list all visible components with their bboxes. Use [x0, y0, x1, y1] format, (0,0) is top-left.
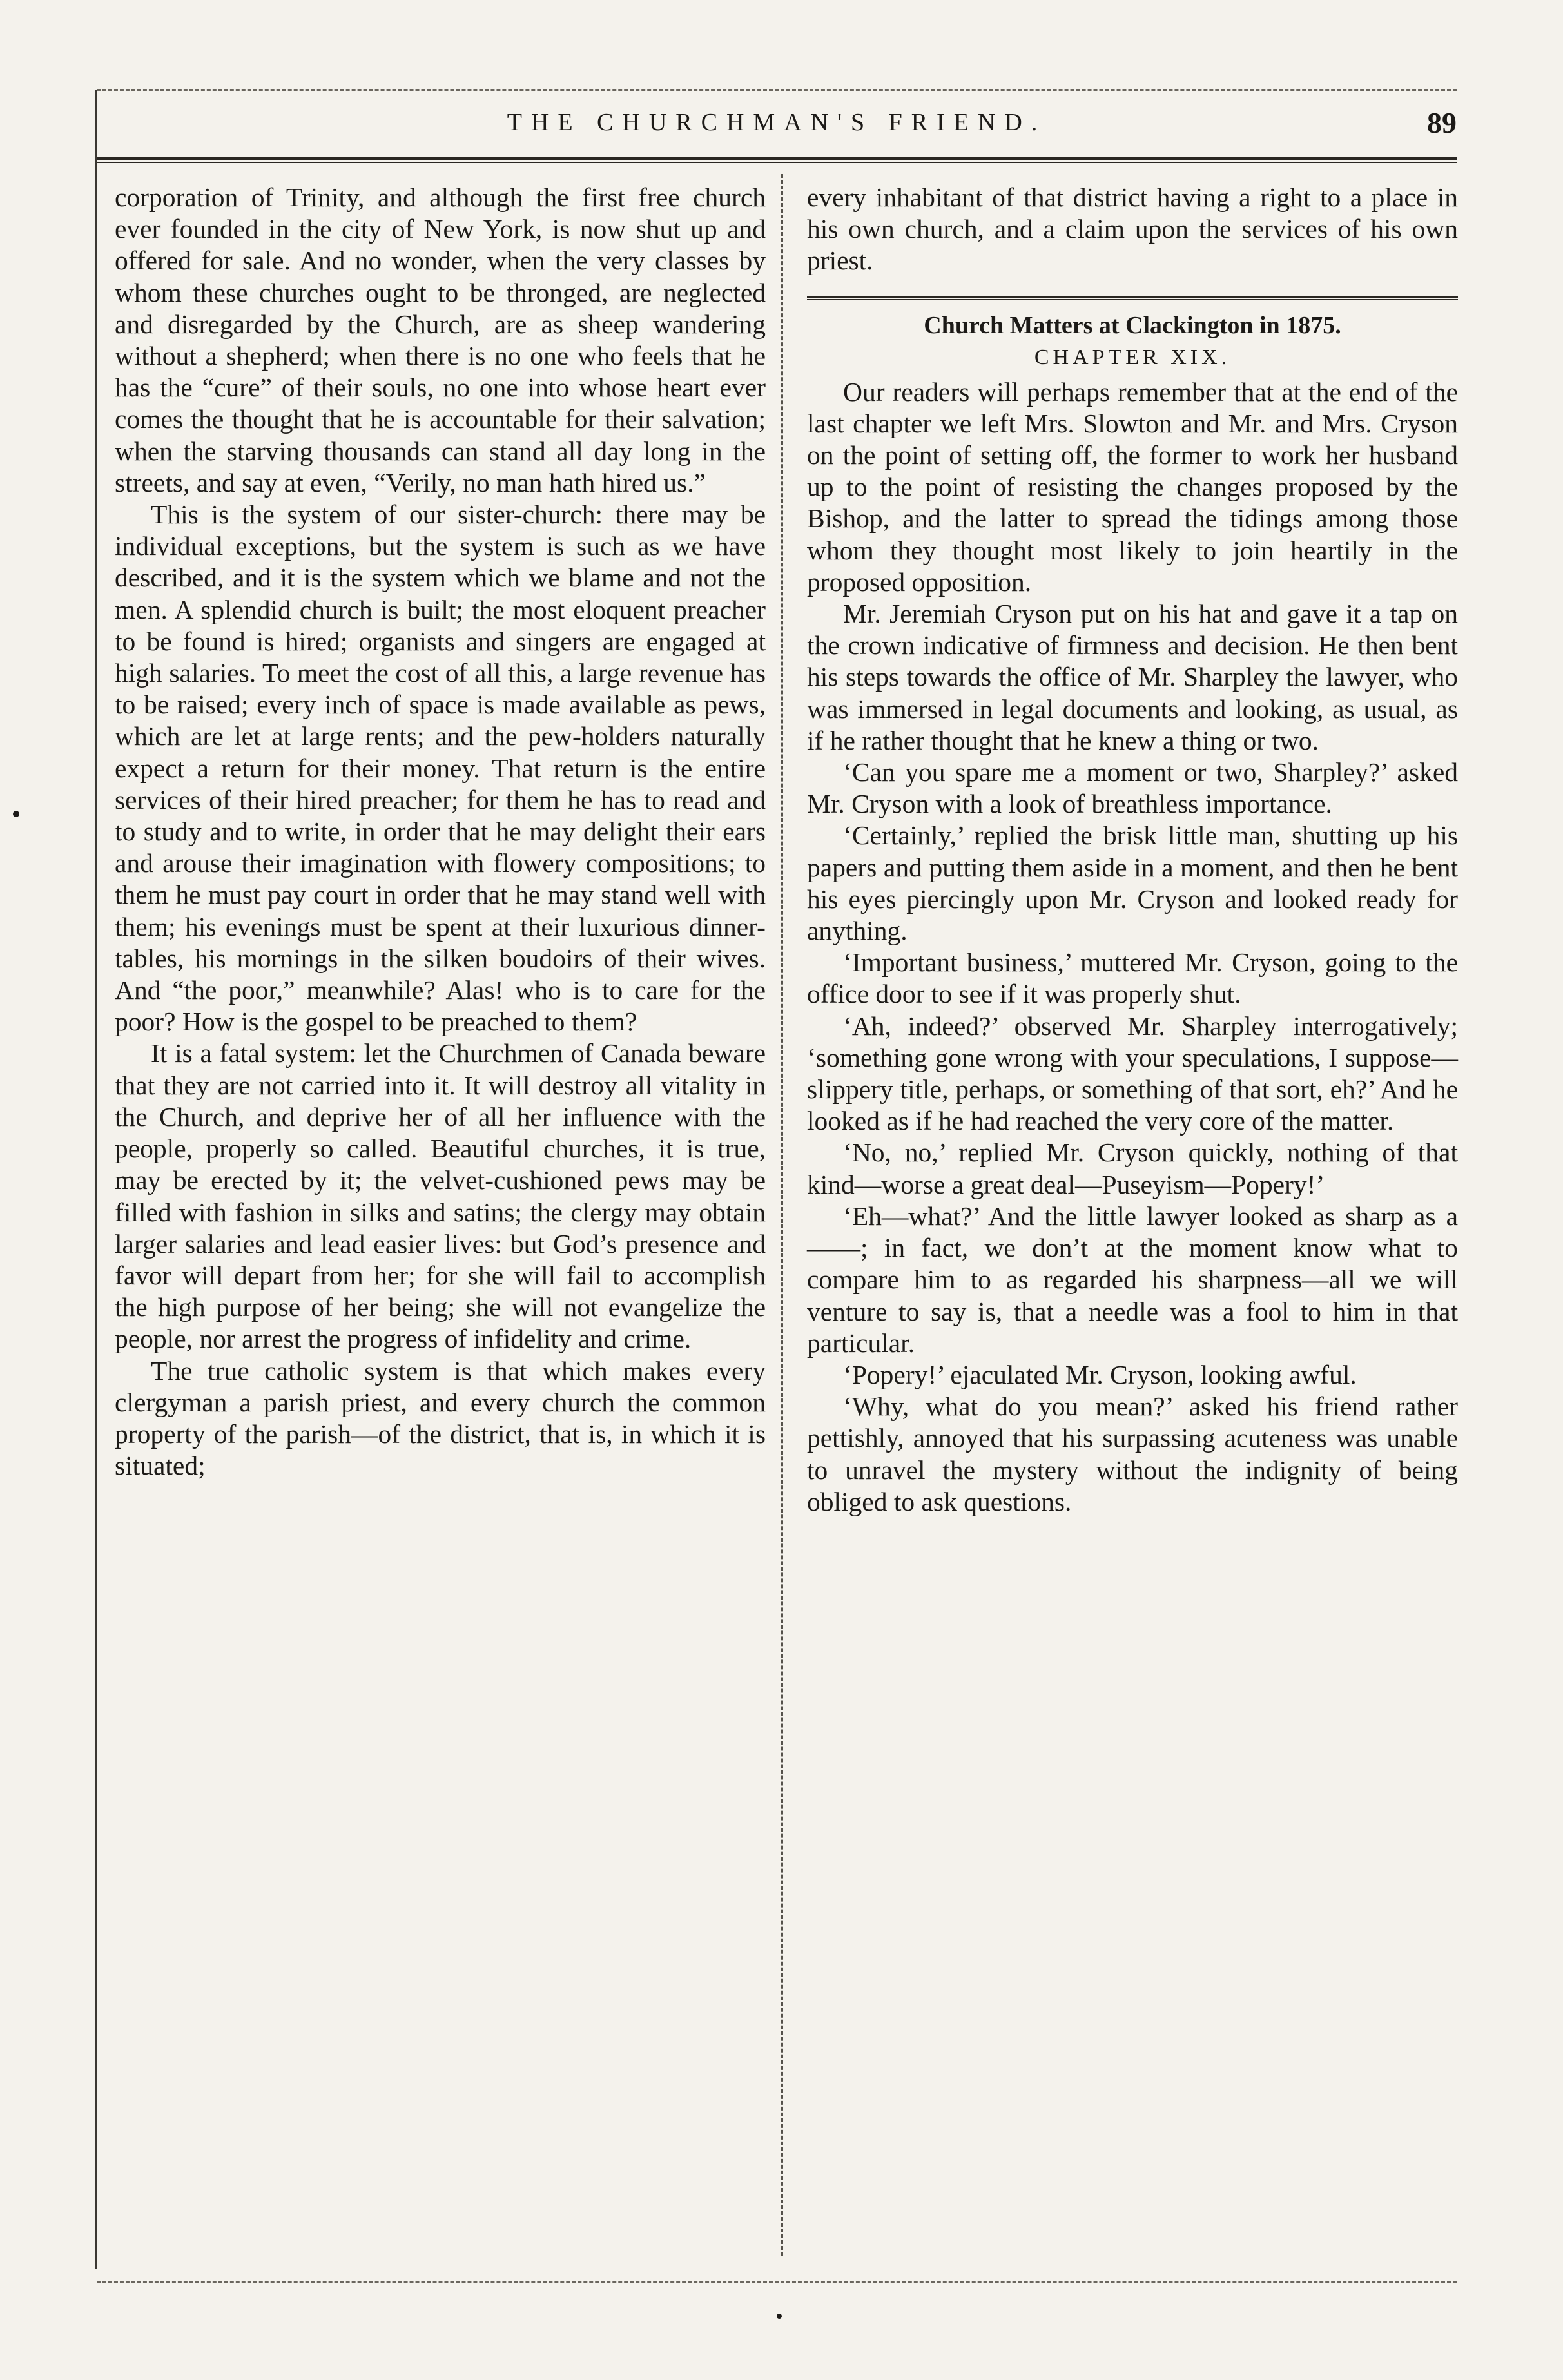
paragraph: ‘Important business,’ muttered Mr. Cryson, going to the office door to see if it was properly shut.	[807, 947, 1458, 1009]
article-title: Church Matters at Clackington in 1875.	[924, 311, 1341, 339]
column-divider	[781, 174, 783, 2256]
paragraph: ‘Certainly,’ replied the brisk little man, shutting up his papers and putting them aside in a moment, and then he bent his eyes piercingly upon Mr. Cryson and looked ready for anything.	[807, 820, 1458, 946]
paragraph: ‘Popery!’ ejaculated Mr. Cryson, looking awful.	[843, 1359, 1357, 1389]
bottom-decorative-rule	[97, 2281, 1457, 2283]
chapter-heading: CHAPTER XIX.	[1034, 345, 1231, 369]
header-rule	[97, 157, 1457, 160]
paragraph: ‘No, no,’ replied Mr. Cryson quickly, nothing of that kind—worse a great deal—Puseyism—Popery!’	[807, 1137, 1458, 1199]
article-separator	[807, 296, 1458, 300]
paragraph: Mr. Jeremiah Cryson put on his hat and gave it a tap on the crown indicative of firmness and decision. He then bent his steps towards the office of Mr. Sharpley the lawyer, who was immersed in legal documents and looking, as usual, as if he rather thought that he knew a thing or two.	[807, 599, 1458, 755]
paragraph: ‘Eh—what?’ And the little lawyer looked as sharp as a ——; in fact, we don’t at the moment know what to compare him to as regarded his sharpness—all we will venture to say is, that a needle was a fool to him in that particular.	[807, 1201, 1458, 1358]
paragraph: This is the system of our sister-church: there may be individual exceptions, but the system is such as we have described, and it is the system which we blame and not the men. A splendid church is built; the most eloquent preacher to be found is hired; organists and singers are engaged at high salaries. To meet the cost of all this, a large revenue has to be raised; every inch of space is made available as pews, which are let at large rents; and the pew-holders naturally expect a return for their money. That return is the entire services of their hired preacher; for them he has to read and to study and to write, in order that he may delight their ears and arouse their imagination with flowery compositions; to them he must pay court in order that he may stand well with them; his evenings must be spent at their luxurious dinner-tables, his mornings in the silken boudoirs of their wives. And “the poor,” meanwhile? Alas! who is to care for the poor? How is the gospel to be preached to them?	[115, 499, 766, 1037]
paragraph: The true catholic system is that which makes every clergyman a parish priest, and every church the common property of the parish—of the district, that is, in which it is situated;	[115, 1355, 766, 1481]
paragraph: It is a fatal system: let the Churchmen of Canada beware that they are not carried into it. It will destroy all vitality in the Church, and deprive her of all her influence with the people, properly so called. Beautiful churches, it is true, may be erected by it; the velvet-cushioned pews may be filled with fashion in silks and satins; the clergy may obtain larger salaries and lead easier lives: but God’s presence and favor will depart from her; for she will fail to accomplish the high purpose of her being; she will not evangelize the people, nor arrest the progress of infidelity and crime.	[115, 1038, 766, 1354]
margin-dot	[13, 811, 19, 817]
page-header	[97, 103, 1457, 155]
running-title: THE CHURCHMAN'S FRIEND.	[507, 109, 1047, 136]
top-decorative-rule	[97, 89, 1457, 91]
paragraph: corporation of Trinity, and although the first free church ever founded in the city of New York, is now shut up and offered for sale. And no wonder, when the very classes by whom these churches ought to be thronged, are neglected and disregarded by the Church, are as sheep wandering without a shepherd; when there is no one who feels that he has the “cure” of their souls, no one into whose heart ever comes the thought that he is accountable for their salvation; when the starving thousands can stand all day long in the streets, and say at even, “Verily, no man hath hired us.”	[115, 182, 766, 498]
left-column	[115, 182, 766, 1482]
page-number: 89	[1427, 106, 1457, 139]
bottom-dot	[777, 2314, 782, 2319]
paragraph: ‘Ah, indeed?’ observed Mr. Sharpley interrogatively; ‘something gone wrong with your speculations, I suppose—slippery title, perhaps, or something of that sort, eh?’ And he looked as if he had reached the very core of the matter.	[807, 1011, 1458, 1136]
paragraph: ‘Why, what do you mean?’ asked his friend rather pettishly, annoyed that his surpassing acuteness was unable to unravel the mystery without the indignity of being obliged to ask questions.	[807, 1391, 1458, 1516]
header-rule-thin	[97, 162, 1457, 163]
left-border-line	[95, 90, 97, 2269]
paragraph: ‘Can you spare me a moment or two, Sharpley?’ asked Mr. Cryson with a look of breathless importance.	[807, 757, 1458, 819]
paragraph: Our readers will perhaps remember that at the end of the last chapter we left Mrs. Slowton and Mr. and Mrs. Cryson on the point of setting off, the former to work her husband up to the point of resisting the changes proposed by the Bishop, and the latter to spread the tidings among those whom they thought most likely to join heartily in the proposed opposition.	[807, 376, 1458, 597]
right-column	[807, 182, 1458, 1518]
paragraph-continuation: every inhabitant of that district having a right to a place in his own church, and a claim upon the services of his own priest.	[807, 182, 1458, 276]
